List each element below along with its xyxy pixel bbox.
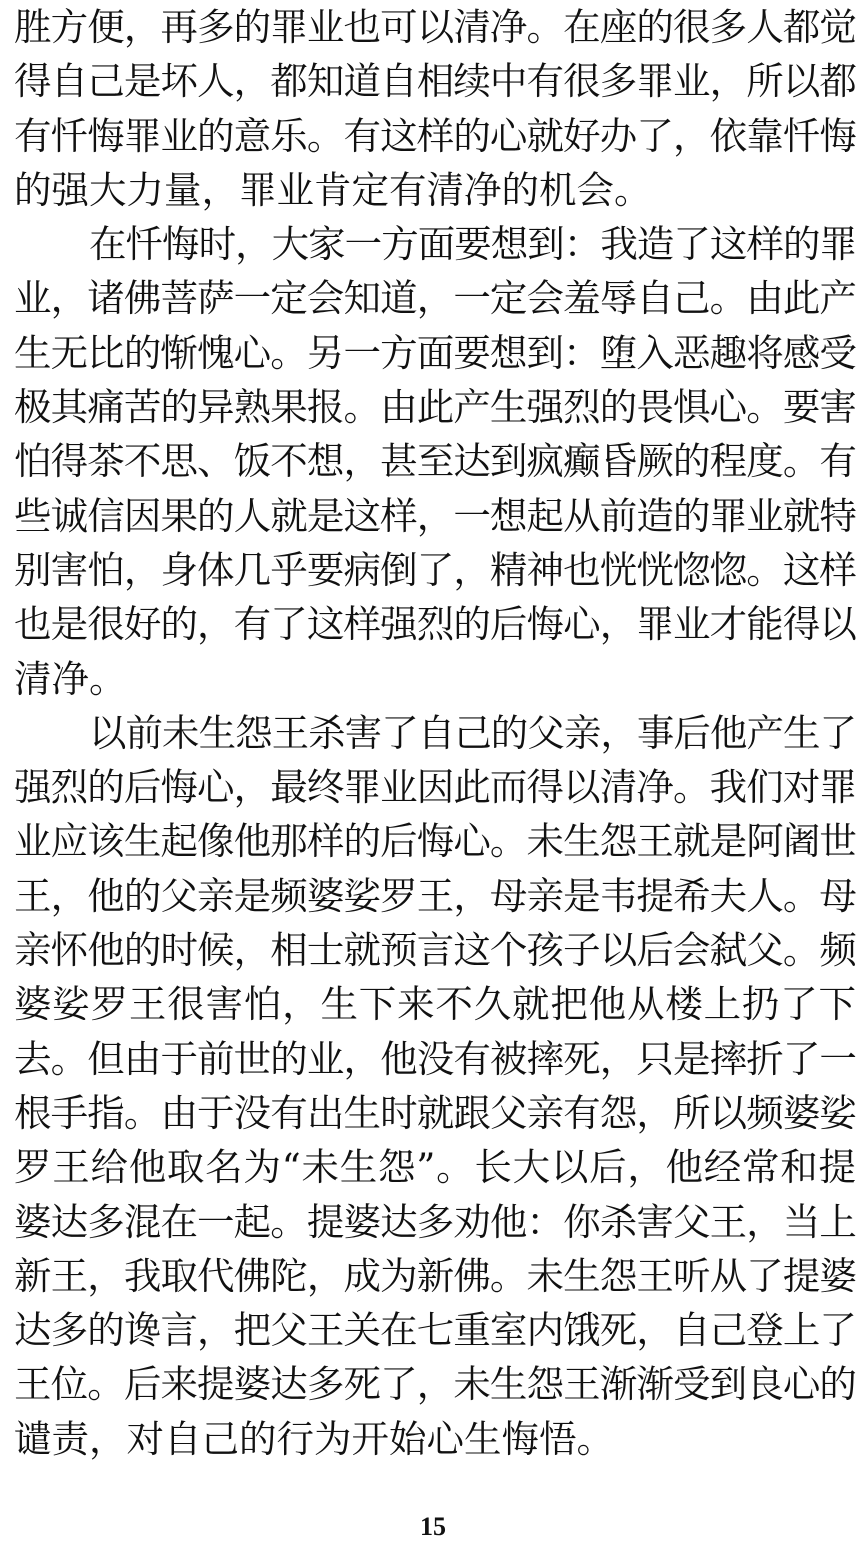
paragraph-3 bbox=[14, 706, 856, 1466]
body-text bbox=[14, 0, 856, 1466]
text-line: 新王，我取代佛陀，成为新佛。未生怨王听从了提婆 bbox=[14, 1253, 856, 1298]
text-line: 王，他的父亲是频婆娑罗王，母亲是韦提希夫人。母 bbox=[14, 873, 856, 918]
text-line: 以前未生怨王杀害了自己的父亲，事后他产生了 bbox=[89, 710, 856, 755]
page-number: 15 bbox=[420, 1512, 446, 1541]
text-line: 去。但由于前世的业，他没有被摔死，只是摔折了一 bbox=[14, 1036, 856, 1081]
text-line: 有忏悔罪业的意乐。有这样的心就好办了，依靠忏悔 bbox=[14, 113, 856, 158]
text-line: 极其痛苦的异熟果报。由此产生强烈的畏惧心。要害 bbox=[14, 385, 856, 430]
text-line: 怕得茶不思、饭不想，甚至达到疯癫昏厥的程度。有 bbox=[14, 439, 856, 484]
paragraph-2 bbox=[14, 217, 856, 706]
text-line: 别害怕，身体几乎要病倒了，精神也恍恍惚惚。这样 bbox=[14, 547, 856, 592]
text-line: 清净。 bbox=[14, 656, 127, 701]
text-line: 得自己是坏人，都知道自相续中有很多罪业，所以都 bbox=[14, 59, 856, 104]
text-line: 的强大力量，罪业肯定有清净的机会。 bbox=[14, 167, 652, 212]
text-line: 生无比的惭愧心。另一方面要想到：堕入恶趣将感受 bbox=[14, 330, 856, 375]
text-line: 王位。后来提婆达多死了，未生怨王渐渐受到良心的 bbox=[14, 1362, 856, 1407]
text-line: 根手指。由于没有出生时就跟父亲有怨，所以频婆娑 bbox=[14, 1090, 856, 1135]
text-line: 谴责，对自己的行为开始心生悔悟。 bbox=[14, 1416, 614, 1461]
text-line: 强烈的后悔心，最终罪业因此而得以清净。我们对罪 bbox=[14, 765, 856, 810]
text-line: 婆娑罗王很害怕，生下来不久就把他从楼上扔了下 bbox=[14, 982, 856, 1027]
text-line: 些诚信因果的人就是这样，一想起从前造的罪业就特 bbox=[14, 493, 856, 538]
text-line: 在忏悔时，大家一方面要想到：我造了这样的罪 bbox=[89, 222, 856, 267]
paragraph-1 bbox=[14, 0, 856, 217]
text-line: 亲怀他的时候，相士就预言这个孩子以后会弑父。频 bbox=[14, 928, 856, 973]
text-line: 达多的谗言，把父王关在七重室内饿死，自己登上了 bbox=[14, 1308, 856, 1353]
text-line: 业，诸佛菩萨一定会知道，一定会羞辱自己。由此产 bbox=[14, 276, 856, 321]
text-line: 婆达多混在一起。提婆达多劝他：你杀害父王，当上 bbox=[14, 1199, 856, 1244]
text-line: 罗王给他取名为“未生怨”。长大以后，他经常和提 bbox=[14, 1145, 856, 1190]
text-line: 胜方便，再多的罪业也可以清净。在座的很多人都觉 bbox=[14, 5, 856, 49]
text-line: 业应该生起像他那样的后悔心。未生怨王就是阿阇世 bbox=[14, 819, 856, 864]
text-line: 也是很好的，有了这样强烈的后悔心，罪业才能得以 bbox=[14, 602, 856, 647]
